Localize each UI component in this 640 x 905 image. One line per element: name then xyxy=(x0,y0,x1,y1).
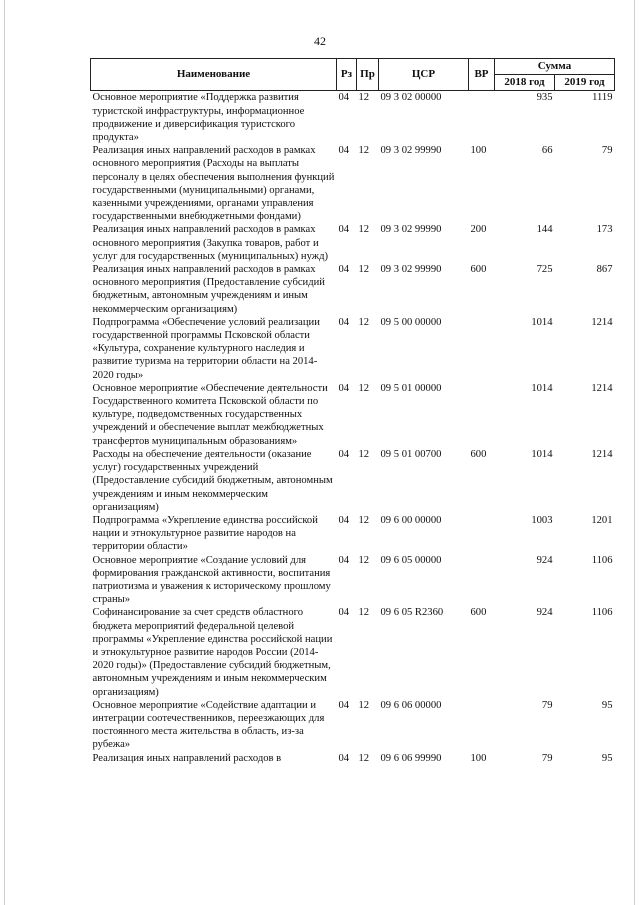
row-csr: 09 6 00 00000 xyxy=(380,514,442,526)
row-rz: 04 xyxy=(338,448,350,460)
row-name: Реализация иных направлений расходов в рамках основного мероприятия (Расходы на выплаты персоналу в целях обеспечения выполнения функций государственными (муниципальными) органами, казенными учреждениями, органами управления государственными внебюджетными фондами) xyxy=(92,145,335,223)
row-csr: 09 5 00 00000 xyxy=(380,316,442,328)
row-rz: 04 xyxy=(338,264,350,276)
row-2018: 1014 xyxy=(531,448,553,460)
row-name: Реализация иных направлений расходов в рамках основного мероприятия (Предоставление субсидий бюджетным, автономным учреждениям и иным некоммерческим организациям) xyxy=(92,264,325,315)
table-body xyxy=(91,91,615,765)
header-pr: Пр xyxy=(357,59,379,91)
row-pr: 12 xyxy=(358,607,370,619)
row-2019: 1214 xyxy=(591,448,613,460)
row-2019: 95 xyxy=(601,699,613,711)
row-name: Основное мероприятие «Поддержка развития туристской инфраструктуры, информационное продвижение и диверсификация туристского продукта» xyxy=(92,92,305,144)
row-name: Подпрограмма «Укрепление единства российской нации и этнокультурное развитие народов на территории области» xyxy=(92,514,318,553)
table-row xyxy=(91,448,615,514)
row-rz: 04 xyxy=(338,699,350,711)
row-name: Расходы на обеспечение деятельности (оказание услуг) государственных учреждений (Предоставление субсидий бюджетным, автономным учреждениям и иным некоммерческим организациям) xyxy=(92,448,333,513)
row-csr: 09 3 02 00000 xyxy=(380,92,442,104)
row-pr: 12 xyxy=(358,699,370,711)
row-vr xyxy=(469,382,495,448)
row-2019: 1214 xyxy=(591,316,613,328)
row-2018: 1014 xyxy=(531,316,553,328)
table-row xyxy=(91,554,615,607)
row-2019: 79 xyxy=(601,145,613,157)
row-2018: 935 xyxy=(536,92,553,104)
row-vr xyxy=(469,316,495,382)
budget-table xyxy=(90,58,615,765)
row-name: Реализация иных направлений расходов в xyxy=(92,752,282,764)
header-vr: ВР xyxy=(469,59,495,91)
row-csr: 09 3 02 99990 xyxy=(380,224,442,236)
row-name: Реализация иных направлений расходов в рамках основного мероприятия (Закупка товаров, работ и услуг для государственных (муниципальных) нужд) xyxy=(92,224,328,262)
row-2018: 924 xyxy=(536,554,553,566)
row-2018: 1014 xyxy=(531,382,553,394)
row-pr: 12 xyxy=(358,145,370,157)
row-2019: 173 xyxy=(596,224,613,236)
row-pr: 12 xyxy=(358,554,370,566)
header-sum: Сумма xyxy=(495,59,615,75)
header-rz: Рз xyxy=(337,59,357,91)
row-2019: 1106 xyxy=(591,554,613,566)
row-vr: 600 xyxy=(470,607,487,619)
row-2019: 95 xyxy=(601,752,613,764)
header-year-2019: 2019 год xyxy=(555,75,615,91)
row-vr: 600 xyxy=(470,264,487,276)
row-pr: 12 xyxy=(358,448,370,460)
row-csr: 09 3 02 99990 xyxy=(380,264,442,276)
row-vr: 200 xyxy=(470,224,487,236)
row-name: Подпрограмма «Обеспечение условий реализации государственной программы Псковской области «Культура, сохранение культурного наследия и развитие туризма на территории области на 2014-2020 годы» xyxy=(92,316,320,381)
table-row xyxy=(91,263,615,316)
row-2019: 867 xyxy=(596,264,613,276)
row-csr: 09 5 01 00000 xyxy=(380,382,442,394)
row-csr: 09 5 01 00700 xyxy=(380,448,442,460)
row-csr: 09 6 06 99990 xyxy=(380,752,442,764)
row-csr: 09 3 02 99990 xyxy=(380,145,442,157)
row-csr: 09 6 05 00000 xyxy=(380,554,442,566)
row-pr: 12 xyxy=(358,316,370,328)
table-row xyxy=(91,514,615,554)
row-rz: 04 xyxy=(338,316,350,328)
row-csr: 09 6 05 R2360 xyxy=(380,607,444,619)
row-vr xyxy=(469,91,495,144)
row-vr: 600 xyxy=(470,448,487,460)
table-row xyxy=(91,606,615,698)
header-csr: ЦСР xyxy=(379,59,469,91)
row-vr xyxy=(469,554,495,607)
row-vr: 100 xyxy=(470,752,487,764)
header-name: Наименование xyxy=(91,59,337,91)
table-header xyxy=(91,59,615,91)
row-pr: 12 xyxy=(358,264,370,276)
row-2019: 1214 xyxy=(591,382,613,394)
row-rz: 04 xyxy=(338,554,350,566)
row-2018: 924 xyxy=(536,607,553,619)
row-2018: 79 xyxy=(541,752,553,764)
row-2019: 1201 xyxy=(591,514,613,526)
budget-sheet xyxy=(90,58,614,765)
row-2018: 725 xyxy=(536,264,553,276)
row-csr: 09 6 06 00000 xyxy=(380,699,442,711)
row-rz: 04 xyxy=(338,145,350,157)
row-vr xyxy=(469,514,495,554)
table-row xyxy=(91,316,615,382)
row-rz: 04 xyxy=(338,752,350,764)
row-name: Основное мероприятие «Создание условий для формирования гражданской активности, воспитания патриотизма и уважения к историческому прошлому страны» xyxy=(92,554,331,606)
row-name: Основное мероприятие «Обеспечение деятельности Государственного комитета Псковской области по культуре, подведомственных государственных учреждений и обеспечение выплат межбюджетных трансфертов муниципальным образованиям» xyxy=(92,382,328,447)
row-vr: 100 xyxy=(470,145,487,157)
row-name: Основное мероприятие «Содействие адаптации и интеграции соотечественников, переезжающих для постоянного места жительства в область, из-за рубежа» xyxy=(92,699,325,751)
row-2018: 79 xyxy=(541,699,553,711)
page-number: 42 xyxy=(314,34,326,48)
row-2019: 1119 xyxy=(592,92,613,104)
row-pr: 12 xyxy=(358,224,370,236)
row-pr: 12 xyxy=(358,382,370,394)
row-rz: 04 xyxy=(338,92,350,104)
row-2018: 1003 xyxy=(531,514,553,526)
row-rz: 04 xyxy=(338,607,350,619)
table-row xyxy=(91,699,615,752)
header-year-2018: 2018 год xyxy=(495,75,555,91)
row-2018: 66 xyxy=(541,145,553,157)
right-page-edge xyxy=(634,0,635,905)
row-pr: 12 xyxy=(358,752,370,764)
left-page-edge xyxy=(4,0,5,905)
row-vr xyxy=(469,699,495,752)
table-row xyxy=(91,382,615,448)
table-row xyxy=(91,752,615,765)
row-rz: 04 xyxy=(338,382,350,394)
table-row xyxy=(91,144,615,223)
row-name: Софинансирование за счет средств областного бюджета мероприятий федеральной целевой программы «Укрепление единства российской нации и этнокультурное развитие народов России (2014-2020 годы)» (Предоставление субсидий бюджетным, автономным учреждениям и иным некоммерческим организациям) xyxy=(92,607,333,698)
row-pr: 12 xyxy=(358,92,370,104)
row-pr: 12 xyxy=(358,514,370,526)
table-row xyxy=(91,91,615,144)
table-row xyxy=(91,223,615,263)
row-rz: 04 xyxy=(338,514,350,526)
row-2018: 144 xyxy=(536,224,553,236)
row-rz: 04 xyxy=(338,224,350,236)
row-2019: 1106 xyxy=(591,607,613,619)
